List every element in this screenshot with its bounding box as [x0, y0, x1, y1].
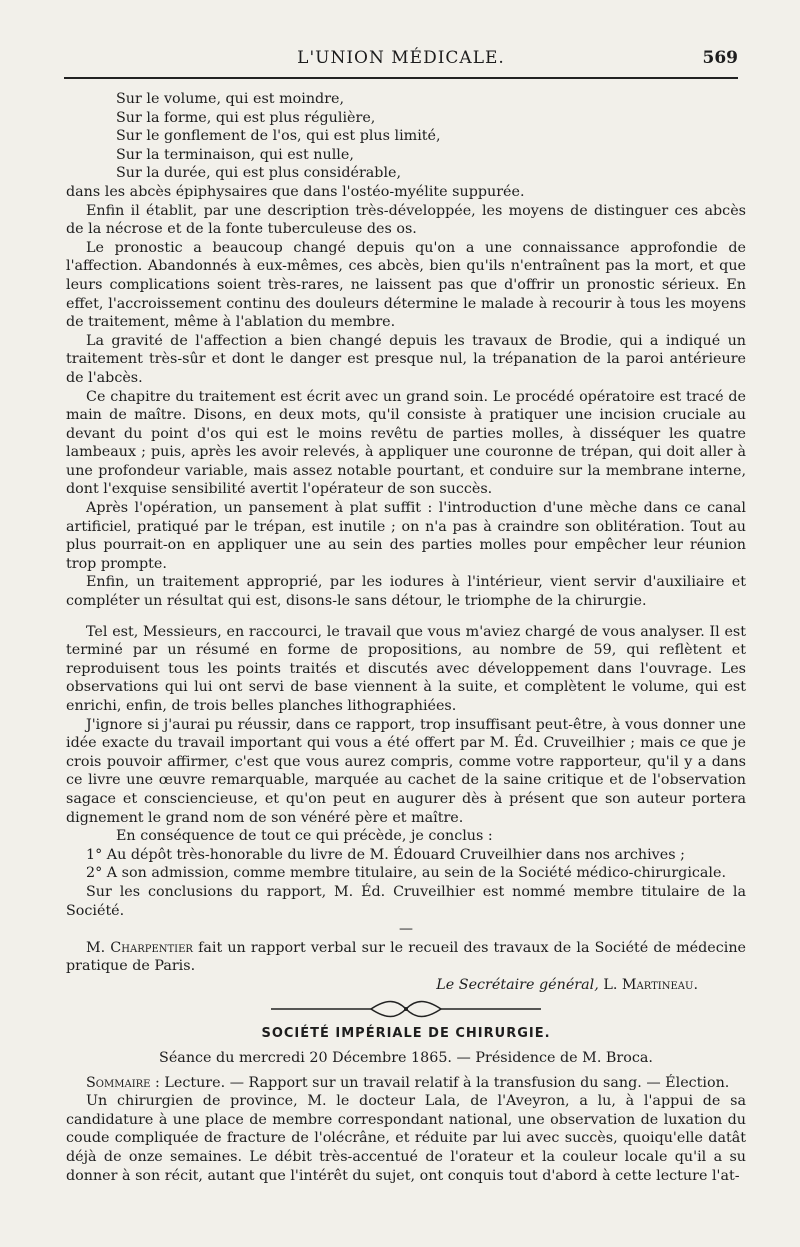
signature-role: Le Secrétaire général, — [436, 976, 599, 993]
separator-dash: — — [399, 921, 413, 938]
signature-name: L. Martineau. — [603, 976, 698, 993]
list-line: Sur le volume, qui est moindre, — [116, 91, 345, 107]
page-header — [64, 44, 738, 74]
summary-label: Sommaire : — [86, 1074, 160, 1091]
body-text — [66, 90, 746, 1185]
paragraph: Sur les conclusions du rapport, M. Éd. Cruveilhier est nommé membre titulaire de la Société. — [66, 883, 746, 919]
spacer — [66, 611, 746, 623]
running-title: L'UNION MÉDICALE. — [297, 48, 505, 68]
person-name: M. Charpentier — [86, 939, 193, 956]
paragraph: Ce chapitre du traitement est écrit avec un grand soin. Le procédé opératoire est tracé de main de maître. Disons, en deux mots, qu'il consiste à pratiquer une incision cruciale au devant du point d'os qui est le moins revêtu de parties molles, à disséquer les quatre lambeaux ; puis, après les avoir relevés, à appliquer une couronne de trépan, qui doit aller à une profondeur variable, mais assez notable pourtant, et conduire sur la membrane interne, dont l'exquise sensibilité avertit l'opérateur de son succès. — [66, 388, 746, 498]
signature — [66, 976, 746, 995]
list-line: Sur la durée, qui est plus considérable, — [116, 165, 402, 182]
paragraph-text: fait un rapport verbal sur le recueil des travaux de la Société de médecine pratique de Paris. — [66, 939, 746, 975]
list-line: Sur la terminaison, qui est nulle, — [116, 146, 354, 163]
summary-text: Lecture. — Rapport sur un travail relatif à la transfusion du sang. — Élection. — [159, 1074, 730, 1091]
page-number: 569 — [702, 48, 738, 68]
paragraph: Après l'opération, un pansement à plat suffit : l'introduction d'une mèche dans ce canal artificiel, pratiqué par le trépan, est inutile ; on n'a pas à craindre son oblitération. Tout au plus pourrait-on en appliquer une au sein des parties molles pour empêcher leur réunion trop prompte. — [66, 500, 746, 572]
list-line: Sur la forme, qui est plus régulière, — [116, 109, 376, 126]
session-line: Séance du mercredi 20 Décembre 1865. — Présidence de M. Broca. — [159, 1050, 653, 1067]
conclusion-item: 1° Au dépôt très-honorable du livre de M. Édouard Cruveilhier dans nos archives ; — [86, 846, 685, 863]
list-line: dans les abcès épiphysaires que dans l'ostéo-myélite suppurée. — [66, 183, 525, 200]
paragraph: En conséquence de tout ce qui précède, je conclus : — [116, 828, 493, 845]
paragraph: Enfin, un traitement approprié, par les iodures à l'intérieur, vient servir d'auxiliaire et compléter un résultat qui est, disons-le sans détour, le triomphe de la chirurgie. — [66, 574, 746, 610]
summary-line — [66, 1074, 746, 1093]
paragraph — [66, 939, 746, 976]
paragraph: Tel est, Messieurs, en raccourci, le travail que vous m'aviez chargé de vous analyser. Il est terminé par un résumé en forme de propositions, au nombre de 59, qui reflètent et reproduisent tous les points traités et discutés avec développement dans l'ouvrage. Les observations qui lui ont servi de base viennent à la suite, et complètent le volume, qui est enrichi, enfin, de trois belles planches lithographiées. — [66, 623, 746, 714]
list-line: Sur le gonflement de l'os, qui est plus limité, — [116, 128, 441, 145]
paragraph: J'ignore si j'aurai pu réussir, dans ce rapport, trop insuffisant peut-être, à vous donner une idée exacte du travail important qui vous a été offert par M. Éd. Cruveilhier ; mais ce que je crois pouvoir affirmer, c'est que vous aurez compris, comme votre rapporteur, qu'il y a dans ce livre une œuvre remarquable, marquée au cachet de la saine critique et de l'observation sagace et consciencieuse, et qu'on peut en augurer dès à présent que son auteur portera dignement le grand nom de son vénéré père et maître. — [66, 716, 746, 826]
header-rule — [64, 77, 738, 79]
paragraph: La gravité de l'affection a bien changé depuis les travaux de Brodie, qui a indiqué un traitement très-sûr et dont le danger est presque nul, la trépanation de la paroi antérieure de l'abcès. — [66, 332, 746, 386]
section-title: SOCIÉTÉ IMPÉRIALE DE CHIRURGIE. — [261, 1025, 551, 1041]
ornament-divider — [66, 999, 746, 1019]
conclusion-item: 2° A son admission, comme membre titulaire, au sein de la Société médico-chirurgicale. — [86, 865, 727, 882]
paragraph: Le pronostic a beaucoup changé depuis qu'on a une connaissance approfondie de l'affection. Abandonnés à eux-mêmes, ces abcès, bien qu'ils n'entraînent pas la mort, et que leurs complications soient très-rares, ne laissent pas que d'offrir un pronostic sérieux. En effet, l'accroissement continu des douleurs détermine le malade à recourir à tous les moyens de traitement, même à l'ablation du membre. — [66, 239, 746, 331]
paragraph: Un chirurgien de province, M. le docteur Lala, de l'Aveyron, a lu, à l'appui de sa candidature à une place de membre correspondant national, une observation de luxation du coude compliquée de fracture de l'olécrâne, et réduite par lui avec succès, quoiqu'elle datât déjà de onze semaines. Le débit très-accentué de l'orateur et la couleur locale qu'il a su donner à son récit, autant que l'intérêt du sujet, ont conquis tout d'abord à cette lecture l'at- — [66, 1093, 746, 1184]
paragraph: Enfin il établit, par une description très-développée, les moyens de distinguer ces abcès de la nécrose et de la fonte tuberculeuse des os. — [66, 202, 746, 238]
